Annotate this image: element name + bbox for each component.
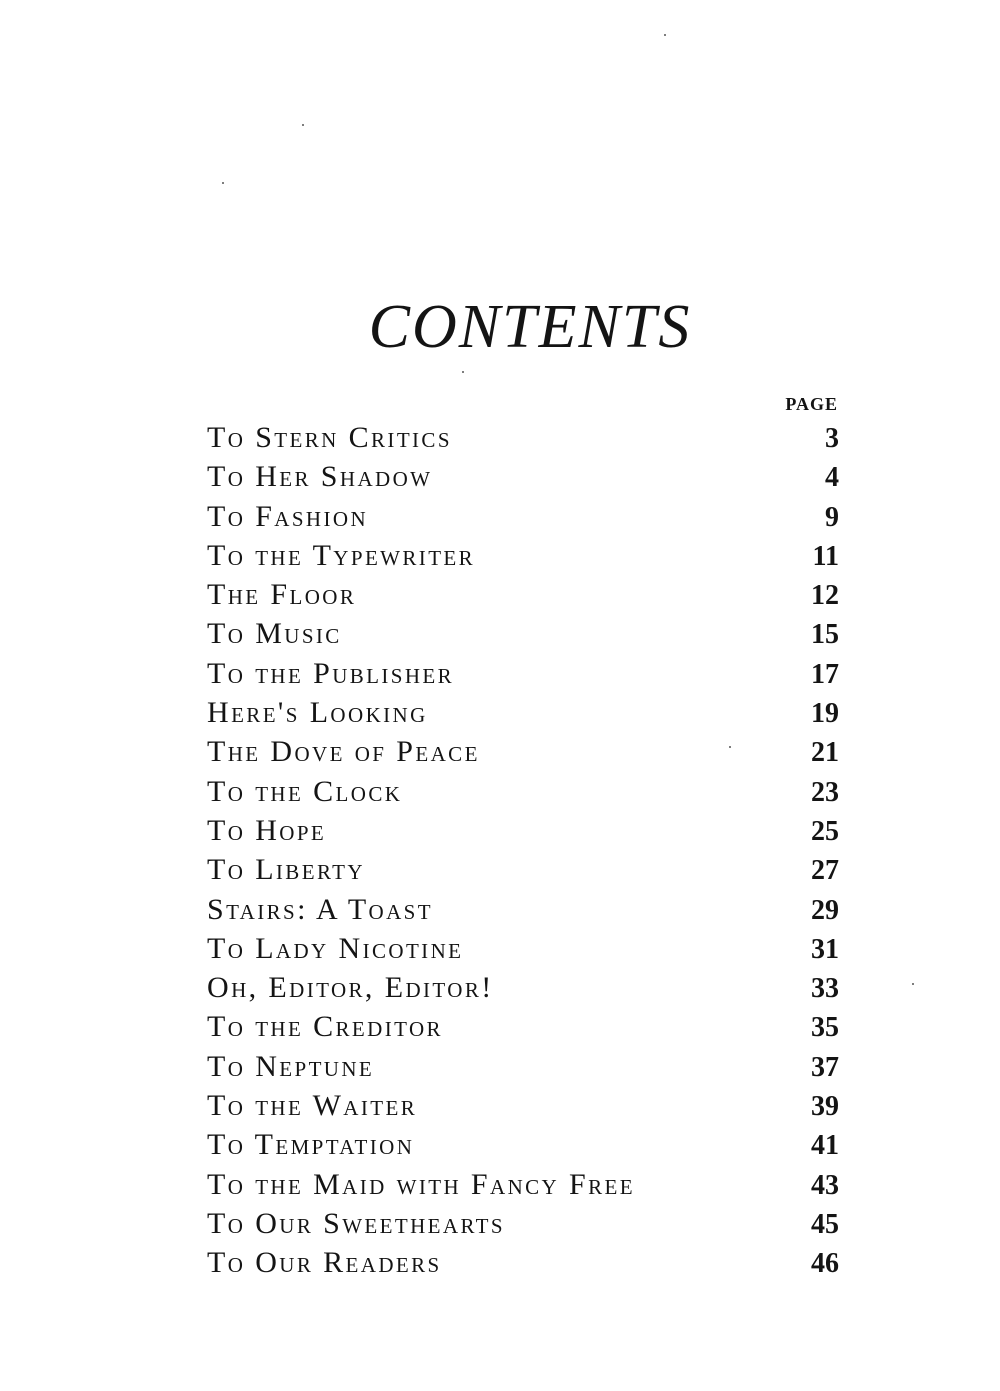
toc-entry — [207, 614, 839, 653]
scan-speck — [664, 34, 666, 36]
toc-entry-title: To Music — [207, 617, 342, 651]
page-column-header: PAGE — [785, 394, 838, 414]
toc-entry — [207, 1204, 839, 1243]
toc-entry-title: To the Publisher — [207, 656, 455, 690]
toc-entry-title: To Stern Critics — [207, 421, 452, 454]
toc-entry-title: To the Typewriter — [207, 538, 476, 572]
toc-entry-title: Oh, Editor, Editor! — [207, 971, 494, 1005]
toc-entry-page: 12 — [811, 580, 839, 612]
toc-entry — [207, 575, 839, 614]
scan-speck — [302, 124, 304, 126]
toc-entry — [207, 968, 839, 1007]
toc-entry-page: 25 — [811, 815, 839, 847]
page-title: CONTENTS — [368, 293, 692, 361]
toc-entry-page: 29 — [811, 894, 839, 926]
toc-entry — [207, 1047, 839, 1086]
toc-entry-page: 41 — [811, 1130, 839, 1162]
toc-entry-page: 39 — [811, 1091, 839, 1123]
toc-entry-page: 43 — [811, 1169, 839, 1201]
scan-speck — [462, 371, 464, 373]
toc-entry — [207, 811, 839, 850]
toc-entry-title: To Temptation — [207, 1128, 415, 1162]
toc-entry — [207, 418, 839, 457]
toc-entry-title: Stairs: A Toast — [207, 892, 433, 926]
toc-entry — [207, 497, 839, 536]
toc-entry — [207, 1125, 839, 1164]
toc-entry — [207, 890, 839, 929]
toc-entry-title: To Hope — [207, 813, 327, 847]
toc-entry — [207, 536, 839, 575]
toc-entry-page: 9 — [825, 501, 839, 533]
toc-entry-page: 45 — [811, 1208, 839, 1240]
toc-entry-page: 21 — [811, 737, 839, 769]
toc-entry-page: 46 — [811, 1248, 839, 1280]
toc-entry — [207, 1007, 839, 1046]
toc-entry — [207, 1086, 839, 1125]
toc-entry-page: 3 — [825, 423, 839, 454]
toc-entry-title: The Dove of Peace — [207, 735, 480, 769]
toc-entry-page: 17 — [811, 658, 839, 690]
toc-entry-title: To Her Shadow — [207, 460, 433, 494]
toc-entry-title: To Our Sweethearts — [207, 1206, 505, 1240]
toc-entry-page: 4 — [825, 462, 839, 494]
toc-entry — [207, 772, 839, 811]
toc-entry-page: 23 — [811, 776, 839, 808]
toc-entry-page: 15 — [811, 619, 839, 651]
toc-entry-page: 37 — [811, 1051, 839, 1083]
toc-entry — [207, 850, 839, 889]
toc-entry-page: 27 — [811, 855, 839, 887]
toc-entry-page: 19 — [811, 698, 839, 730]
toc-entry — [207, 929, 839, 968]
toc-entry-page: 33 — [811, 973, 839, 1005]
table-of-contents — [207, 418, 839, 1283]
toc-entry — [207, 1243, 839, 1282]
toc-entry-title: To Our Readers — [207, 1246, 442, 1280]
scan-speck — [222, 182, 224, 184]
toc-entry-title: To Neptune — [207, 1049, 375, 1083]
toc-entry-title: To the Creditor — [207, 1010, 443, 1044]
toc-entry — [207, 457, 839, 496]
toc-entry — [207, 732, 839, 771]
toc-entry-title: To the Clock — [207, 774, 403, 808]
toc-entry-title: To the Maid with Fancy Free — [207, 1167, 635, 1201]
toc-entry-title: To Liberty — [207, 853, 365, 887]
toc-entry — [207, 654, 839, 693]
toc-entry-page: 35 — [811, 1012, 839, 1044]
toc-entry-title: The Floor — [207, 578, 357, 612]
toc-entry — [207, 1165, 839, 1204]
toc-entry-title: To the Waiter — [207, 1089, 418, 1123]
scan-speck — [912, 983, 914, 985]
toc-entry-title: Here's Looking — [207, 696, 428, 730]
toc-entry-title: To Fashion — [207, 499, 369, 533]
toc-entry — [207, 693, 839, 732]
toc-entry-page: 31 — [811, 933, 839, 965]
toc-entry-title: To Lady Nicotine — [207, 931, 464, 965]
toc-entry-page: 11 — [812, 540, 839, 572]
